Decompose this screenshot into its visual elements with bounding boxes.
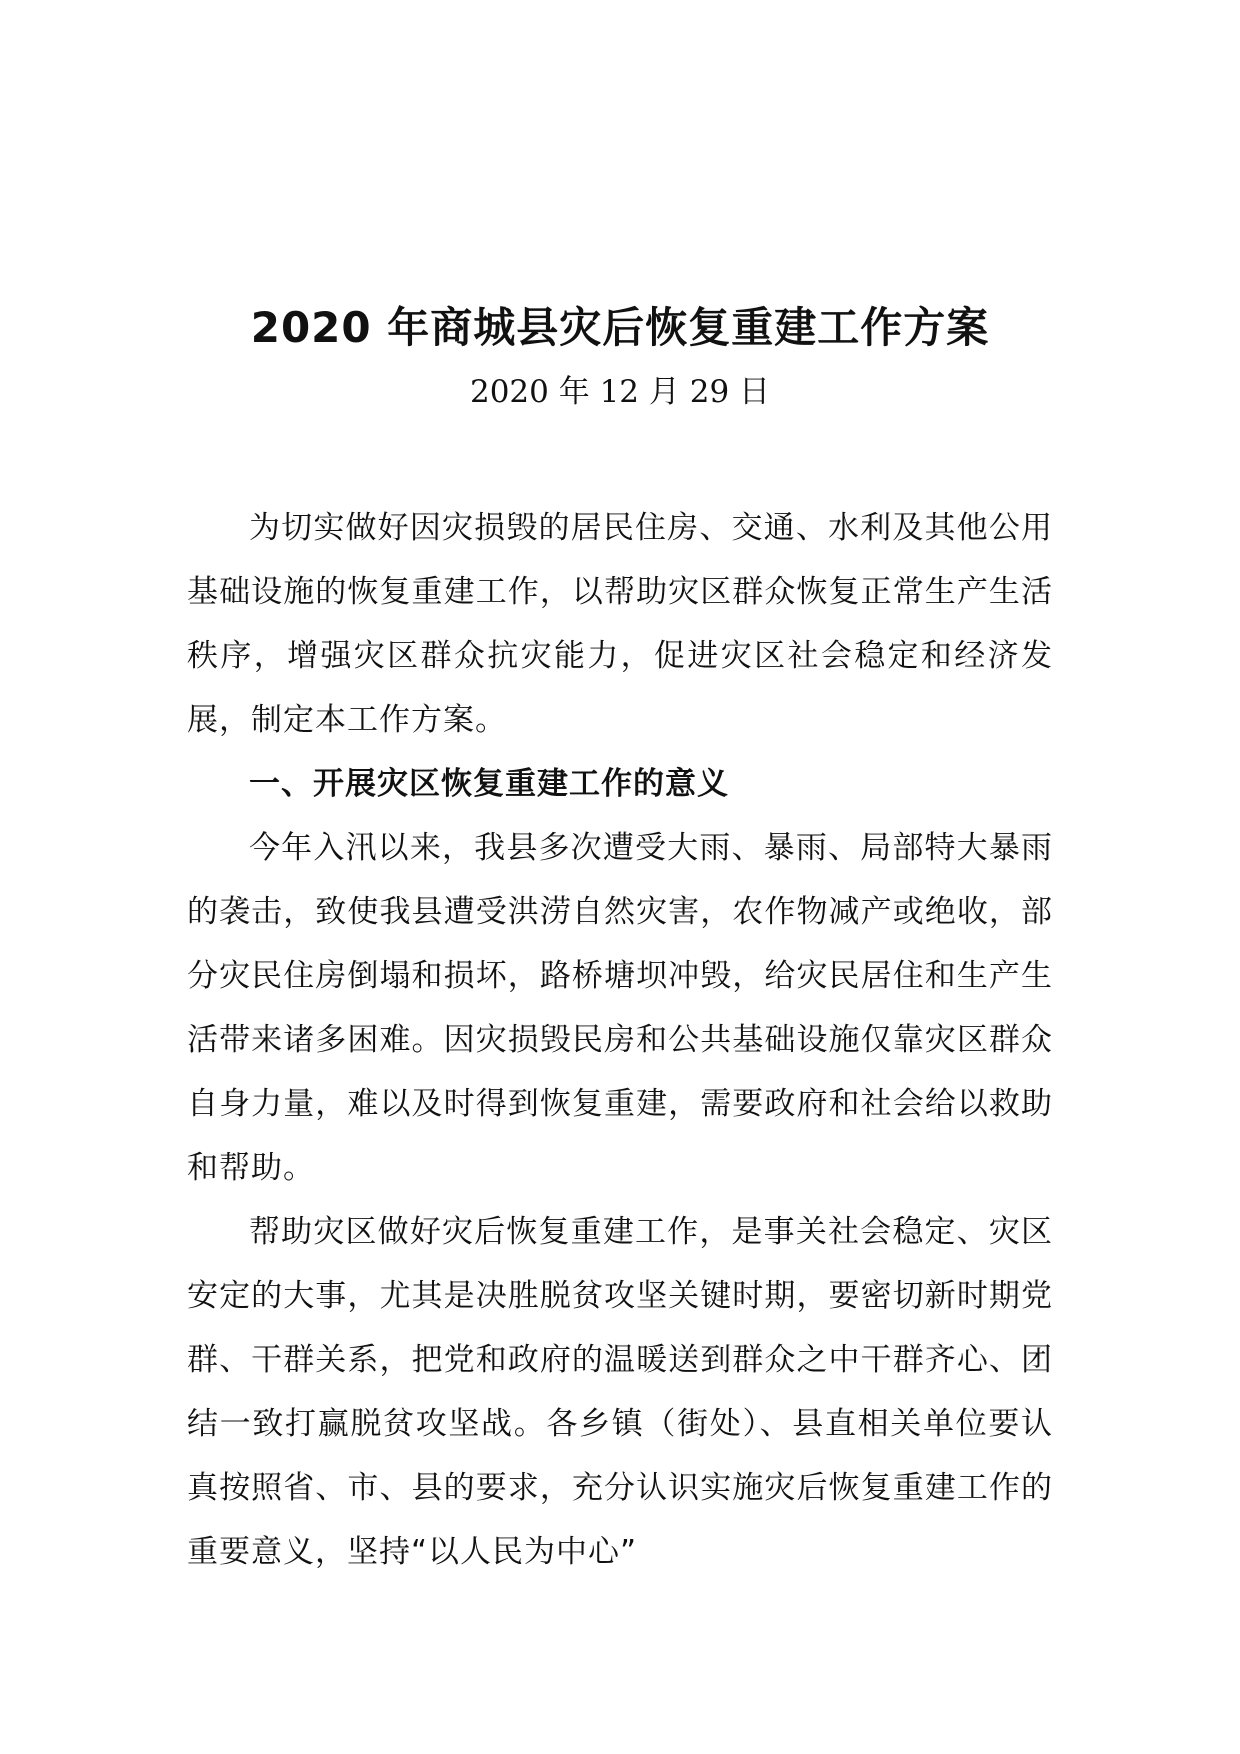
body-paragraph: 帮助灾区做好灾后恢复重建工作，是事关社会稳定、灾区安定的大事，尤其是决胜脱贫攻坚关键时期，要密切新时期党群、干群关系，把党和政府的温暖送到群众之中干群齐心、团结一致打赢脱贫攻坚战。各乡镇（街处）、县直相关单位要认真按照省、市、县的要求，充分认识实施灾后恢复重建工作的重要意义，坚持“以人民为中心” [187, 1214, 1053, 1570]
section-heading: 一、开展灾区恢复重建工作的意义 [249, 766, 729, 802]
document-title: 2020 年商城县灾后恢复重建工作方案 [250, 303, 990, 352]
intro-paragraph: 为切实做好因灾损毁的居民住房、交通、水利及其他公用基础设施的恢复重建工作，以帮助灾区群众恢复正常生产生活秩序，增强灾区群众抗灾能力，促进灾区社会稳定和经济发展，制定本工作方案。 [187, 510, 1053, 738]
document-date: 2020 年 12 月 29 日 [469, 374, 771, 410]
document-body [187, 496, 1053, 1584]
body-paragraph: 今年入汛以来，我县多次遭受大雨、暴雨、局部特大暴雨的袭击，致使我县遭受洪涝自然灾害，农作物减产或绝收，部分灾民住房倒塌和损坏，路桥塘坝冲毁，给灾民居住和生产生活带来诸多困难。因灾损毁民房和公共基础设施仅靠灾区群众自身力量，难以及时得到恢复重建，需要政府和社会给以救助和帮助。 [187, 830, 1053, 1186]
